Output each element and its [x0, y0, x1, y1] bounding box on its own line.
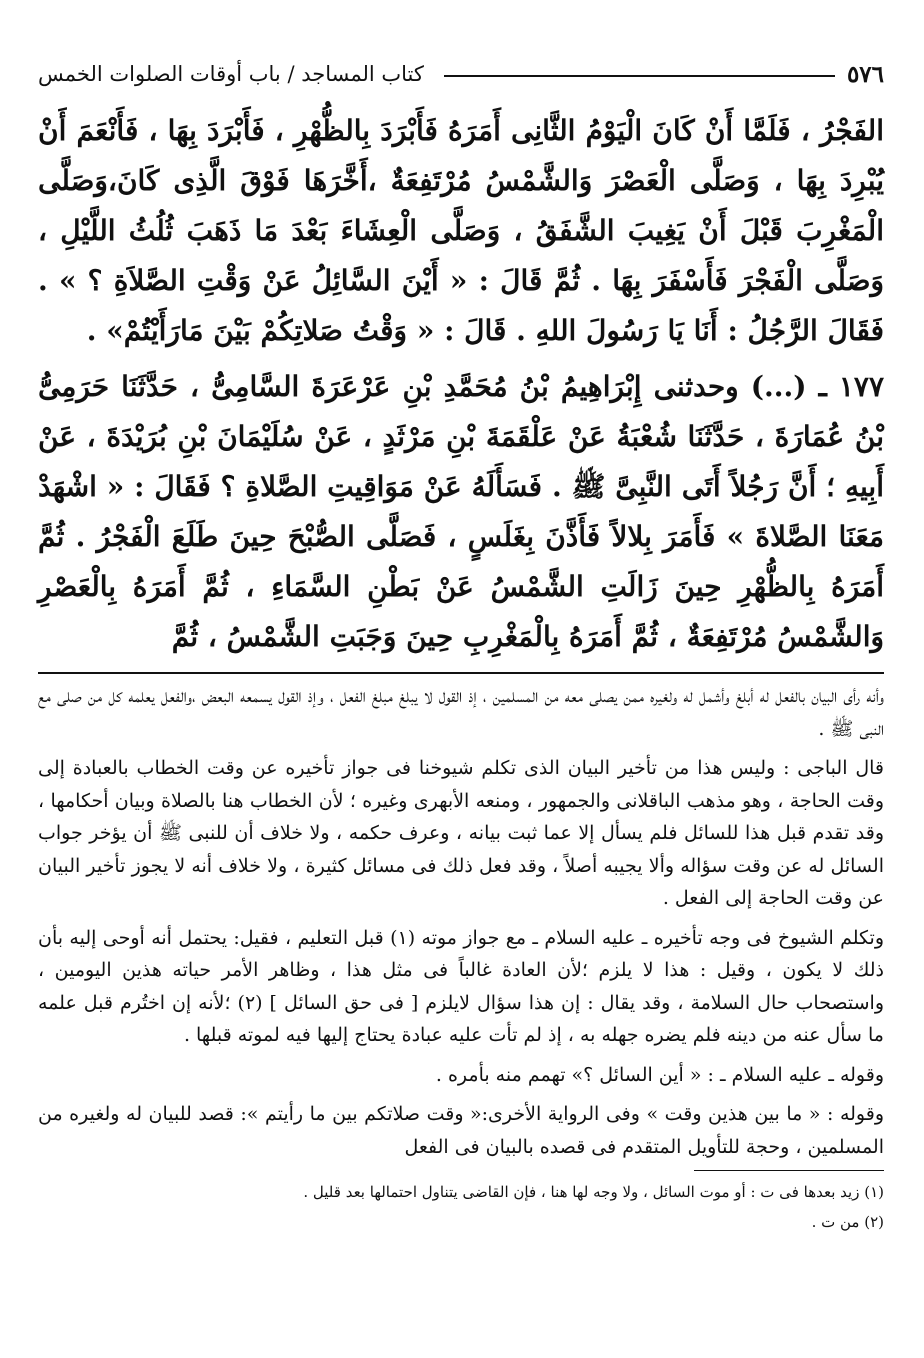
running-title: كتاب المساجد / باب أوقات الصلوات الخمس — [38, 62, 424, 86]
footnote: (١) زيد بعدها فى ت : أو موت السائل ، ولا وجه لها هنا ، فإن القاضى يتناول احتمالها بعد قليل . — [303, 1183, 884, 1201]
hadith-177-text: ١٧٧ ـ (...) وحدثنى إِبْرَاهِيمُ بْنُ مُحَمَّدِ بْنِ عَرْعَرَةَ السَّامِىُّ ، حَدَّثَنَا حَرَمِىُّ بْنُ عُمَارَةَ ، حَدَّثَنَا شُعْبَةُ عَنْ عَلْقَمَةَ بْنِ مَرْثَدٍ ، عَنْ سُلَيْمَانَ بْنِ بُرَيْدَةَ ، عَنْ أَبِيهِ ؛ أَنَّ رَجُلاً أَتَى النَّبِىَّ ﷺ . فَسَأَلَهُ عَنْ مَوَاقِيتِ الصَّلاةِ ؟ فَقَالَ : « اشْهَدْ مَعَنَا الصَّلاةَ » فَأَمَرَ بِلالاً فَأَذَّنَ بِغَلَسٍ ، فَصَلَّى الصُّبْحَ حِينَ طَلَعَ الْفَجْرُ . ثُمَّ أَمَرَهُ بِالظُّهْرِ حِينَ زَالَتِ الشَّمْسُ عَنْ بَطْنِ السَّمَاءِ ، ثُمَّ أَمَرَهُ بِالْعَصْرِ وَالشَّمْسُ مُرْتَفِعَةٌ ، ثُمَّ أَمَرَهُ بِالْمَغْرِبِ حِينَ وَجَبَتِ الشَّمْسُ ، ثُمَّ — [38, 370, 884, 653]
footnote: (٢) من ت . — [811, 1213, 884, 1231]
footnote-rule — [694, 1170, 884, 1171]
commentary-paragraph: وأنه رأى البيان بالفعل له أبلغ وأشمل له ولغيره ممن يصلى معه من المسلمين ، إذ القول لا يبلغ مبلغ الفعل ، وإذ القول يسمعه البعض ،والفعل يعلمه كل من صلى مع النبى ﷺ . — [38, 685, 884, 740]
commentary-paragraph: وقوله ـ عليه السلام ـ : « أين السائل ؟» تهمم منه بأمره . — [435, 1063, 884, 1086]
page-number: ٥٧٦ — [846, 60, 884, 88]
hadith-text-continued: الفَجْرُ ، فَلَمَّا أَنْ كَانَ الْيَوْمُ الثَّانِى أَمَرَهُ فَأَبْرَدَ بِالظُّهْرِ ، فَأَبْرَدَ بِهَا ، فَأَنْعَمَ أَنْ يُبْرِدَ بِهَا ، وَصَلَّى الْعَصْرَ وَالشَّمْسُ مُرْتَفِعَةٌ ،أَخَّرَهَا فَوْقَ الَّذِى كَانَ،وَصَلَّى الْمَغْرِبَ قَبْلَ أَنْ يَغِيبَ الشَّفَقُ ، وَصَلَّى الْعِشَاءَ بَعْدَ مَا ذَهَبَ ثُلُثُ اللَّيْلِ ، وَصَلَّى الْفَجْرَ فَأَسْفَرَ بِهَا . ثُمَّ قَالَ : « أَيْنَ السَّائِلُ عَنْ وَقْتِ الصَّلاَةِ ؟ » . فَقَالَ الرَّجُلُ : أَنَا يَا رَسُولَ اللهِ . قَالَ : « وَقْتُ صَلاتِكُمْ بَيْنَ مَارَأَيْتُمْ» . — [38, 114, 884, 347]
commentary-paragraph: وتكلم الشيوخ فى وجه تأخيره ـ عليه السلام ـ مع جواز موته (١) قبل التعليم ، فقيل: يحتمل أنه أوحى إليه بأن ذلك لا يكون ، وقيل : هذا لا يلزم ؛لأن العادة غالباً فى مثل هذا ، وظاهر الأمر حياته هذين اليومين ، واستصحاب حال السلامة ، وقد يقال : إن هذا سؤال لايلزم [ فى حق السائل ] (٢) ؛لأنه إن اختُرم قبل علمه ما سأل عنه من دينه فلم يضره جهله به ، إذ لم تأت عليه عبادة يحتاج إليها فيه لموته قبلها . — [38, 926, 884, 1046]
page-header — [38, 52, 884, 96]
text-commentary-divider — [38, 672, 884, 674]
commentary-paragraph: وقوله : « ما بين هذين وقت » وفى الرواية الأخرى:« وقت صلاتكم بين ما رأيتم »: قصد للبيان له ولغيره من المسلمين ، وحجة للتأويل المتقدم فى قصده بالبيان فى الفعل — [38, 1103, 884, 1158]
header-rule — [444, 75, 835, 77]
commentary-paragraph: قال الباجى : وليس هذا من تأخير البيان الذى تكلم شيوخنا فى جواز تأخيره عن وقت الخطاب بالعبادة إلى وقت الحاجة ، وهو مذهب الباقلانى والجمهور ، ومنعه الأبهرى وغيره ؛ لأن الخطاب هنا بالصلاة وبيان أحكامها ، وقد تقدم قبل هذا للسائل فلم يسأل إلا عما ثبت بيانه ، وعرف حكمه ، ولا خلاف أن للنبى ﷺ أن يؤخر جواب السائل له عن وقت سؤاله وألا يجيبه أصلاً ، وقد فعل ذلك فى مسائل كثيرة ، ولا خلاف أنه لا يجوز تأخير البيان عن وقت الحاجة إلى الفعل . — [38, 757, 884, 909]
